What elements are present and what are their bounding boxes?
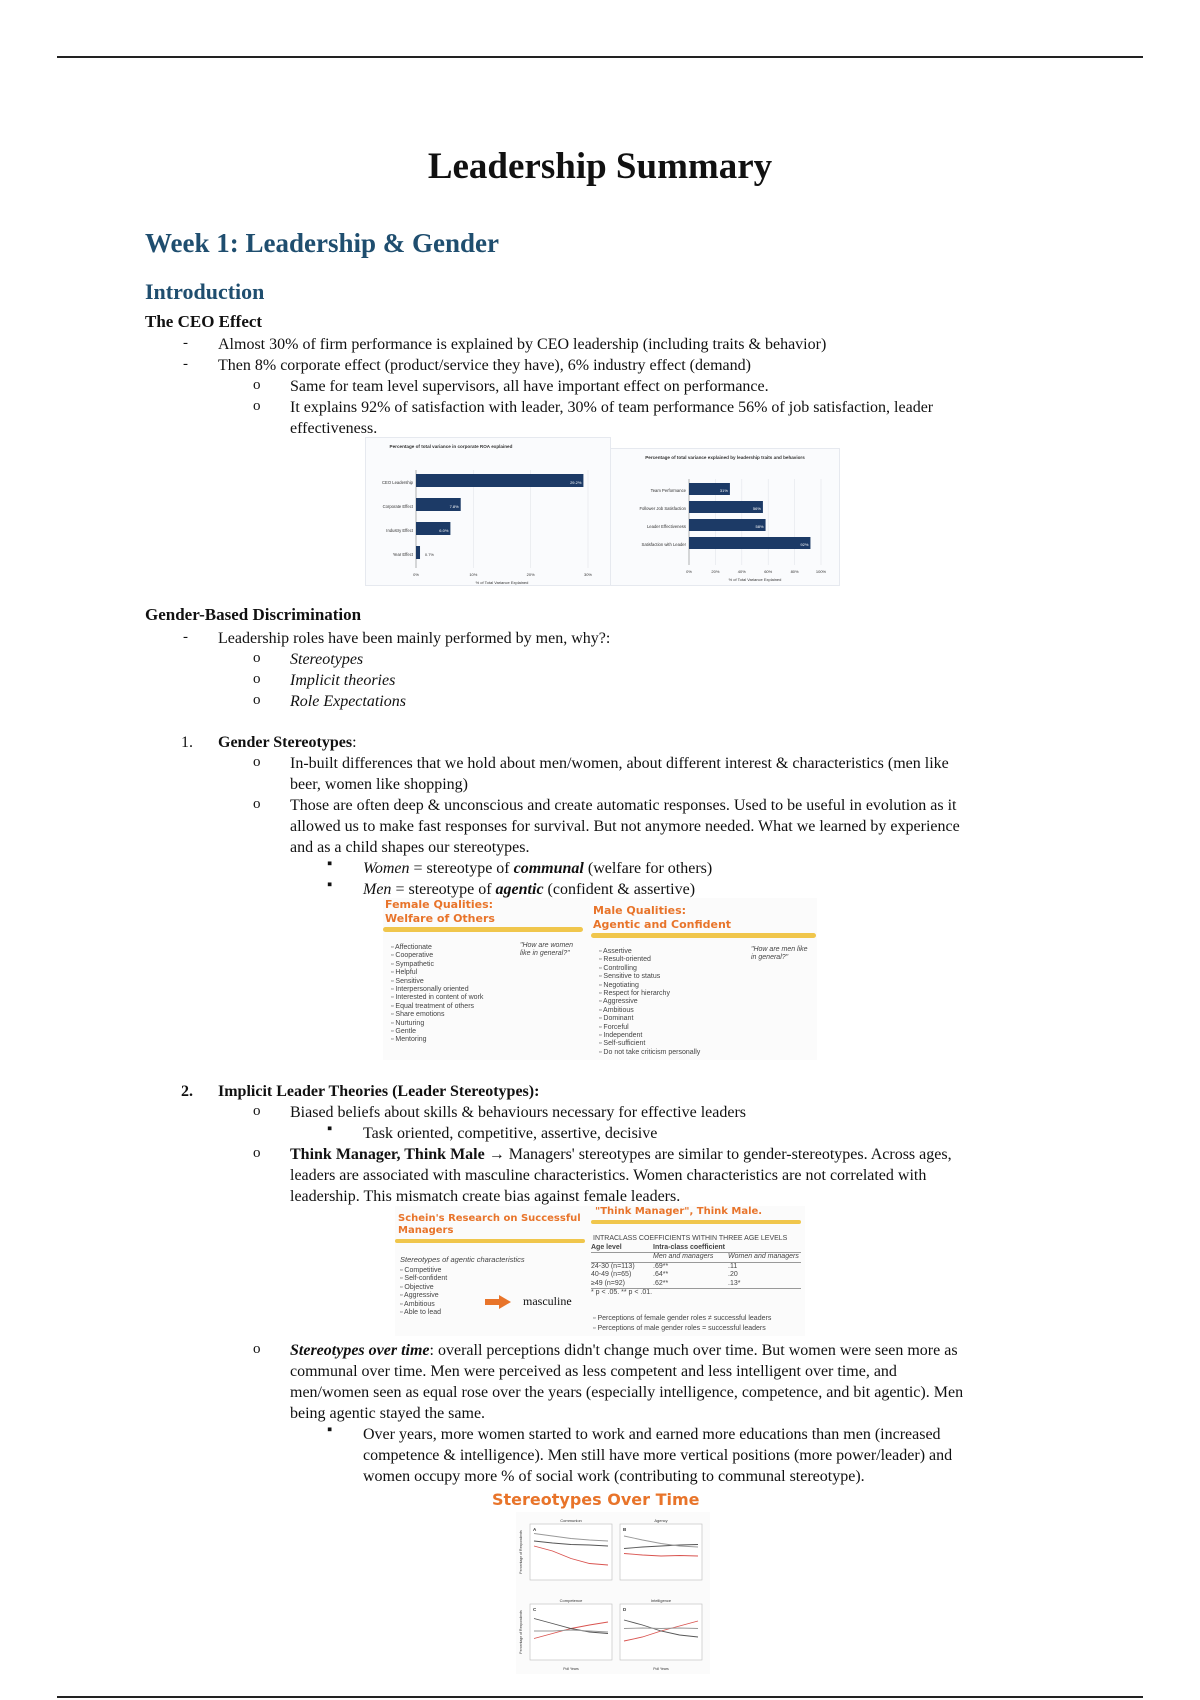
x-tick-label: 40% <box>737 569 746 574</box>
ceo-bullet-1: Almost 30% of firm performance is explained by CEO leadership (including traits & behavior) <box>218 336 827 353</box>
male-quality-item: ▫ Controlling <box>599 964 637 972</box>
roa-variance-chart <box>365 437 611 586</box>
panel-label: Competence <box>559 1598 583 1603</box>
table-row <box>591 1263 801 1271</box>
highlight-bar <box>591 933 816 938</box>
male-quality-item: ▫ Ambitious <box>599 1006 634 1014</box>
gbd-item-implicit: Implicit theories <box>290 672 396 689</box>
male-list <box>599 948 700 1057</box>
x-axis-label: Poll Years <box>653 1667 669 1671</box>
panel-frame <box>620 1604 702 1660</box>
y-axis-label: Percentage of Respondents <box>519 1530 523 1574</box>
highlight-bar <box>383 927 583 932</box>
category-label: Industry Effect <box>386 528 413 533</box>
circle-bullet: o <box>253 692 261 708</box>
table-cell: 40-49 (n=65) <box>591 1271 632 1279</box>
col-men: Men and managers <box>653 1253 714 1261</box>
ceo-sub-2a: It explains 92% of satisfaction with leader, 30% of team performance 56% of job satisfaction, leader <box>290 399 934 416</box>
agentic-item: ▫ Ambitious <box>400 1300 435 1308</box>
panel-label: Agency <box>654 1518 668 1523</box>
bar-value-label: 7.8% <box>449 504 459 509</box>
circle-bullet: o <box>253 754 261 770</box>
male-quality-item: ▫ Assertive <box>599 948 632 955</box>
x-axis-label: % of Total Variance Explained <box>728 577 782 582</box>
bar-value-label: 31% <box>719 488 728 493</box>
sot-s1b: competence & intelligence). Men still have more vertical positions (more power/leader) and <box>363 1447 953 1464</box>
sot-s1c: women occupy more % of social work (contributing to communal stereotype). <box>363 1468 865 1485</box>
schein-title: Schein's Research on Successful Managers <box>398 1213 581 1236</box>
coefficient-table <box>591 1244 801 1297</box>
female-quality-item: ▫ Mentoring <box>391 1036 427 1044</box>
category-label: Satisfaction with Leader <box>641 542 686 547</box>
circle-bullet: o <box>253 1103 261 1119</box>
agentic-item: ▫ Self-confident <box>400 1275 448 1283</box>
male-quality-item: ▫ Do not take criticism personally <box>599 1048 701 1056</box>
x-tick-label: 0% <box>686 569 692 574</box>
female-question: "How are women like in general?" <box>520 942 574 958</box>
female-quality-item: ▫ Nurturing <box>391 1019 425 1027</box>
bar <box>416 546 420 559</box>
table-cell: .69** <box>653 1262 669 1270</box>
female-quality-item: ▫ Interested in content of work <box>391 994 484 1002</box>
ilt-p1: Biased beliefs about skills & behaviours necessary for effective leaders <box>290 1104 746 1121</box>
male-quality-item: ▫ Self-sufficient <box>599 1040 646 1048</box>
x-tick-label: 100% <box>815 569 827 574</box>
stereotypes-over-time-title: Stereotypes Over Time <box>492 1490 700 1509</box>
circle-bullet: o <box>253 377 261 393</box>
female-quality-item: ▫ Equal treatment of others <box>391 1002 475 1010</box>
female-list <box>391 944 483 1045</box>
x-axis-label: % of Total Variance Explained <box>475 580 529 585</box>
ilt-heading: Implicit Leader Theories (Leader Stereotypes): <box>218 1083 540 1100</box>
panel-letter: C <box>533 1607 537 1612</box>
gender-discrimination-heading: Gender-Based Discrimination <box>145 605 362 624</box>
gs-p1b: beer, women like shopping) <box>290 776 468 793</box>
ilt-p2c: leadership. This mismatch create bias against female leaders. <box>290 1188 681 1205</box>
female-roles-note: ▫ Perceptions of female gender roles ≠ successful leaders <box>593 1315 772 1322</box>
x-tick-label: 80% <box>790 569 799 574</box>
chart-title: Percentage of total variance in corporate ROA explained <box>389 444 513 449</box>
square-bullet: ▪ <box>327 877 333 893</box>
think-manager-title: "Think Manager", Think Male. <box>595 1206 763 1217</box>
male-qualities-title: Male Qualities: Agentic and Confident <box>593 904 732 931</box>
circle-bullet: o <box>253 1341 261 1357</box>
gbd-item-stereotypes: Stereotypes <box>290 651 364 668</box>
circle-bullet: o <box>253 398 261 414</box>
panel-frame <box>620 1524 702 1580</box>
table-cell: ≥49 (n=92) <box>591 1279 626 1287</box>
category-label: CEO Leadership <box>382 480 413 485</box>
dash-bullet: - <box>183 629 188 645</box>
category-label: Corporate Effect <box>382 504 413 509</box>
male-quality-item: ▫ Aggressive <box>599 998 638 1006</box>
leadership-variance-chart <box>610 448 840 586</box>
table-caption: INTRACLASS COEFFICIENTS WITHIN THREE AGE LEVELS <box>593 1235 788 1242</box>
panel-frame <box>530 1524 612 1580</box>
bar-value-label: 56% <box>752 506 761 511</box>
male-quality-item: ▫ Result-oriented <box>599 956 651 964</box>
bar-value-label: 0.7% <box>424 552 435 557</box>
bar-value-label: 58% <box>755 524 764 529</box>
panel-label: Communion <box>560 1518 582 1523</box>
female-qualities-title: Female Qualities: Welfare of Others <box>385 898 495 925</box>
ceo-sub-2b: effectiveness. <box>290 420 378 437</box>
bar <box>416 474 583 487</box>
col-coef: Intra-class coefficient <box>653 1244 725 1251</box>
circle-bullet: o <box>253 650 261 666</box>
table-row <box>591 1280 801 1288</box>
gs-heading: Gender Stereotypes: <box>218 734 357 751</box>
male-quality-item: ▫ Independent <box>599 1032 643 1040</box>
agentic-list-title: Stereotypes of agentic characteristics <box>400 1255 525 1264</box>
gs-number: 1. <box>181 734 193 751</box>
panel-label: Intelligence <box>650 1598 672 1603</box>
male-quality-item: ▫ Forceful <box>599 1023 629 1031</box>
sot-p1d: being agentic stayed the same. <box>290 1405 486 1422</box>
female-quality-item: ▫ Gentle <box>391 1028 417 1036</box>
bar-value-label: 92% <box>800 542 809 547</box>
female-quality-item: ▫ Sympathetic <box>391 960 434 968</box>
circle-bullet: o <box>253 796 261 812</box>
bar <box>689 519 766 531</box>
sot-p1b: communal over time. Men were perceived as less competent and less intelligent over time, and <box>290 1363 897 1380</box>
week-heading: Week 1: Leadership & Gender <box>145 228 499 258</box>
table-cell: 24-30 (n=113) <box>591 1262 635 1270</box>
col-age: Age level <box>591 1244 622 1251</box>
table-row <box>591 1271 801 1279</box>
table-cell: .20 <box>728 1271 738 1279</box>
highlight-bar <box>591 1220 801 1224</box>
ilt-number: 2. <box>181 1083 193 1100</box>
x-tick-label: 20% <box>526 572 535 577</box>
square-bullet: ▪ <box>327 1121 333 1137</box>
agentic-item: ▫ Objective <box>400 1283 434 1291</box>
y-axis-label: Percentage of Respondents <box>519 1610 523 1654</box>
gbd-bullet-1: Leadership roles have been mainly performed by men, why?: <box>218 630 611 647</box>
male-quality-item: ▫ Dominant <box>599 1015 634 1023</box>
x-tick-label: 60% <box>764 569 773 574</box>
gs-p1a: In-built differences that we hold about men/women, about different interest & characteristics (men like <box>290 755 949 772</box>
ilt-p1-sub: Task oriented, competitive, assertive, decisive <box>363 1125 658 1142</box>
bar-value-label: 6.0% <box>439 528 449 533</box>
agentic-item: ▫ Able to lead <box>400 1309 442 1317</box>
category-label: Year Effect <box>392 552 413 557</box>
female-quality-item: ▫ Cooperative <box>391 952 434 960</box>
gbd-item-roles: Role Expectations <box>290 693 406 710</box>
bar <box>689 537 810 549</box>
trend-line <box>624 1628 698 1629</box>
agentic-item: ▫ Aggressive <box>400 1292 439 1300</box>
x-tick-label: 20% <box>711 569 720 574</box>
gs-p2a: Those are often deep & unconscious and create automatic responses. Used to be useful in evolution as it <box>290 797 957 814</box>
category-label: Team Performance <box>650 488 686 493</box>
chart-title: Percentage of total variance explained by leadership traits and behaviors <box>645 455 805 460</box>
panel-letter: D <box>623 1607 627 1612</box>
sot-p1c: men/women seen as equal rose over the years (especially intelligence, competence, and bit agentic). Men <box>290 1384 964 1401</box>
agentic-list <box>400 1267 447 1317</box>
female-quality-item: ▫ Sensitive <box>391 977 424 985</box>
ceo-effect-heading: The CEO Effect <box>145 312 263 331</box>
dash-bullet: - <box>183 335 188 351</box>
table-note: * p < .05. ** p < .01. <box>591 1288 801 1297</box>
male-quality-item: ▫ Sensitive to status <box>599 973 661 981</box>
x-tick-label: 30% <box>583 572 593 577</box>
square-bullet: ▪ <box>327 1422 333 1438</box>
schein-figure <box>395 1206 805 1336</box>
circle-bullet: o <box>253 671 261 687</box>
bar <box>689 501 763 513</box>
male-quality-item: ▫ Negotiating <box>599 981 639 989</box>
square-bullet: ▪ <box>327 856 333 872</box>
dash-bullet: - <box>183 356 188 372</box>
bar-value-label: 29.2% <box>570 480 582 485</box>
gs-p2c: and as a child shapes our stereotypes. <box>290 839 530 856</box>
gs-p2b: allowed us to make fast responses for survival. But not anymore needed. What we learned by experience <box>290 818 960 835</box>
table-cell: .64** <box>653 1271 669 1279</box>
x-tick-label: 10% <box>469 572 478 577</box>
category-label: Leader Effectiveness <box>646 524 686 529</box>
masculine-label: masculine <box>523 1294 572 1308</box>
panel-letter: B <box>623 1527 627 1532</box>
male-question: "How are men like in general?" <box>751 946 808 962</box>
table-cell: .62** <box>653 1279 669 1287</box>
agentic-item: ▫ Competitive <box>400 1267 442 1274</box>
highlight-bar <box>395 1239 585 1243</box>
header-rule <box>57 56 1143 58</box>
introduction-heading: Introduction <box>145 279 265 304</box>
x-tick-label: 0% <box>413 572 419 577</box>
footer-rule <box>57 1696 1143 1698</box>
male-roles-note: ▫ Perceptions of male gender roles = successful leaders <box>593 1325 766 1332</box>
ilt-p2b: leaders are associated with masculine characteristics. Women characteristics are not correlated with <box>290 1167 927 1184</box>
right-arrow-icon <box>485 1295 511 1314</box>
stereotypes-over-time-figure <box>516 1512 710 1674</box>
male-quality-item: ▫ Respect for hierarchy <box>599 990 670 998</box>
sot-s1a: Over years, more women started to work and earned more educations than men (increased <box>363 1426 941 1443</box>
panel-letter: A <box>533 1527 537 1532</box>
female-quality-item: ▫ Affectionate <box>391 944 432 951</box>
circle-bullet: o <box>253 1145 261 1161</box>
gs-women: Women = stereotype of communal (welfare for others) <box>363 860 713 877</box>
sot-p1a: Stereotypes over time: overall perceptions didn't change much over time. But women were seen more as <box>290 1342 958 1359</box>
female-quality-item: ▫ Share emotions <box>391 1011 445 1019</box>
qualities-figure <box>383 898 817 1060</box>
category-label: Follower Job Satisfaction <box>639 506 686 511</box>
ceo-sub-1: Same for team level supervisors, all have important effect on performance. <box>290 378 769 395</box>
ilt-p2a: Think Manager, Think Male → Managers' stereotypes are similar to gender-stereotypes. Across ages, <box>290 1146 952 1163</box>
page-title: Leadership Summary <box>427 146 773 187</box>
table-cell: .11 <box>728 1262 738 1270</box>
x-axis-label: Poll Years <box>563 1667 579 1671</box>
gs-men: Men = stereotype of agentic (confident & assertive) <box>363 881 696 898</box>
ceo-bullet-2: Then 8% corporate effect (product/service they have), 6% industry effect (demand) <box>218 357 751 374</box>
female-quality-item: ▫ Helpful <box>391 969 418 977</box>
table-cell: .13* <box>728 1279 741 1287</box>
female-quality-item: ▫ Interpersonally oriented <box>391 986 469 994</box>
col-women: Women and managers <box>728 1253 799 1261</box>
